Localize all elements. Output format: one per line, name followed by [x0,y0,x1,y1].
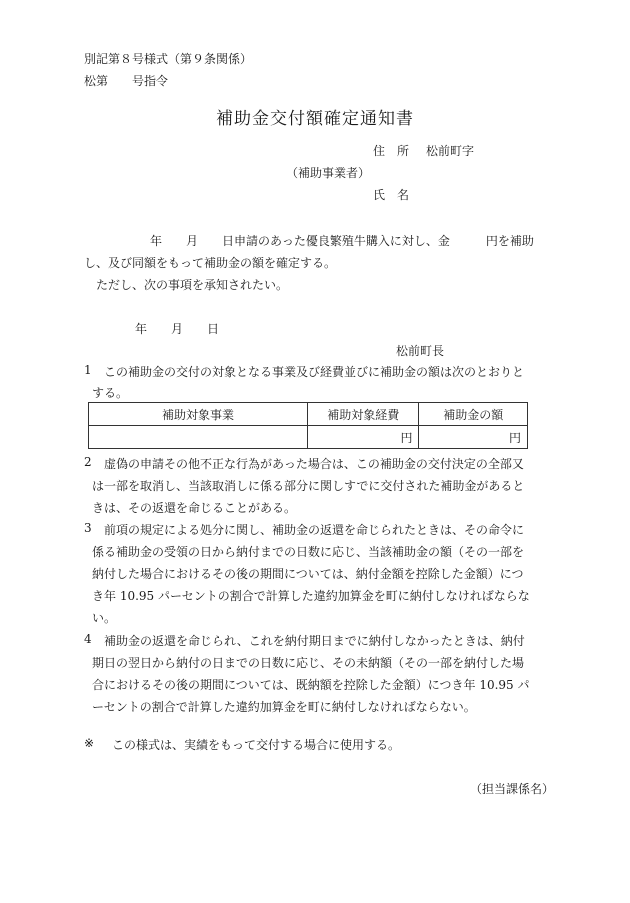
date-line: 年 月 日 [135,322,220,336]
address-value: 松前町字 [426,144,475,158]
item-3-line-4: き年 10.95 パーセントの割合で計算した違約加算金を町に納付しなければならな [92,589,530,603]
item-3-line-2: 係る補助金の受領の日から納付までの日数に応じ、当該補助金の額（その一部を [92,545,525,559]
issuer: 松前町長 [396,344,445,358]
page-title: 補助金交付額確定通知書 [216,109,414,129]
body-line-3: ただし、次の事項を承知されたい。 [96,278,289,292]
item-3-line-5: い。 [92,611,117,625]
note-mark: ※ [84,736,95,750]
item-1-line-1: この補助金の交付の対象となる事業及び経費並びに補助金の額は次のとおりと [104,365,525,379]
item-4-line-1: 補助金の返還を命じられ、これを納付期日までに納付しなかったときは、納付 [104,634,525,648]
item-4-line-3: 合におけるその後の期間については、既納額を控除した金額）につき年 10.95 パ [92,678,530,692]
item-2-line-1: 虚偽の申請その他不正な行為があった場合は、この補助金の交付決定の全部又 [104,457,524,471]
cell-project [89,426,308,449]
item-2-line-3: きは、その返還を命じることがある。 [92,501,297,515]
item-3-line-1: 前項の規定による処分に関し、補助金の返還を命じられたときは、その命令に [104,523,525,537]
cell-expense-yen: 円 [307,426,419,449]
department-footer: （担当課係名） [470,782,555,796]
table-row [89,426,528,449]
name-label: 氏 名 [373,188,410,202]
item-2-line-2: は一部を取消し、当該取消しに係る部分に関しすでに交付された補助金があると [92,479,525,493]
header-project: 補助対象事業 [89,403,308,426]
amount-table [88,402,528,449]
header-expense: 補助対象経費 [307,403,419,426]
address-label: 住 所 [373,144,410,158]
note-text: この様式は、実績をもって交付する場合に使用する。 [112,738,401,752]
recipient-label: （補助事業者） [286,166,371,180]
reference-number: 松第 号指令 [84,74,169,88]
item-3-line-3: 納付した場合におけるその後の期間については、納付金額を控除した金額）につ [92,567,524,581]
item-3-number: 3 [84,521,92,535]
item-1-line-2: する。 [92,386,129,400]
body-line-1: 年 月 日申請のあった優良繁殖牛購入に対し、金 円を補助 [150,234,534,248]
form-id: 別記第８号様式（第９条関係） [84,52,253,66]
item-2-number: 2 [84,455,92,469]
header-amount: 補助金の額 [419,403,528,426]
item-4-line-2: 期日の翌日から納付の日までの日数に応じ、その未納額（その一部を納付した場 [92,656,525,670]
cell-amount-yen: 円 [419,426,528,449]
item-1-number: 1 [84,363,92,377]
item-4-number: 4 [84,632,92,646]
table-header-row [89,403,528,426]
body-line-2: し、及び同額をもって補助金の額を確定する。 [84,256,337,270]
item-4-line-4: ーセントの割合で計算した違約加算金を町に納付しなければならない。 [92,700,476,714]
